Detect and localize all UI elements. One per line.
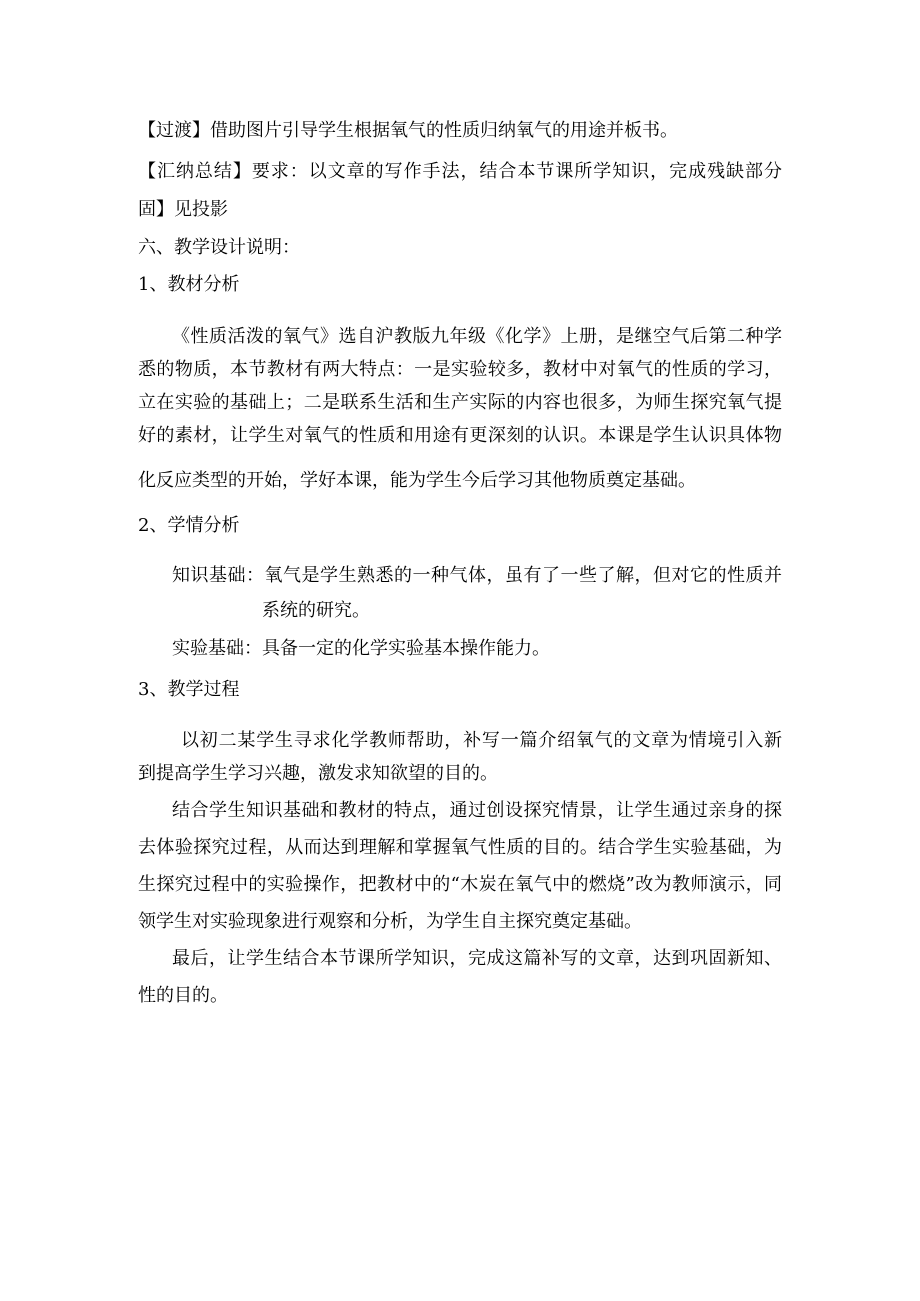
textbook-paragraph-line: 化反应类型的开始，学好本课，能为学生今后学习其他物质奠定基础。 — [138, 470, 696, 491]
process-paragraph-3-line: 最后，让学生结合本节课所学知识，完成这篇补写的文章，达到巩固新知、 — [172, 948, 782, 969]
process-paragraph-2-line: 结合学生知识基础和教材的特点，通过创设探究情景，让学生通过亲身的探 — [172, 800, 782, 821]
textbook-analysis-heading: 1、教材分析 — [138, 274, 240, 295]
knowledge-basis-line-2: 系统的研究。 — [262, 600, 370, 621]
process-paragraph-2-line: 领学生对实验现象进行观察和分析，为学生自主探究奠定基础。 — [138, 911, 642, 932]
transition-line: 【过渡】借助图片引导学生根据氧气的性质归纳氧气的用途并板书。 — [138, 120, 678, 141]
learner-analysis-heading: 2、学情分析 — [138, 515, 240, 536]
knowledge-basis-line-1: 知识基础：氧气是学生熟悉的一种气体，虽有了一些了解，但对它的性质并 — [172, 565, 782, 586]
process-paragraph-3-line: 性的目的。 — [138, 985, 228, 1006]
summary-line-2: 固】见投影 — [138, 199, 228, 220]
textbook-paragraph-line: 好的素材，让学生对氧气的性质和用途有更深刻的认识。本课是学生认识具体物 — [138, 425, 782, 446]
textbook-paragraph-line: 悉的物质，本节教材有两大特点：一是实验较多，教材中对氧气的性质的学习， — [138, 359, 782, 380]
teaching-process-heading: 3、教学过程 — [138, 679, 240, 700]
process-paragraph-1-line: 到提高学生学习兴趣，激发求知欲望的目的。 — [138, 763, 498, 784]
process-paragraph-1-line: 以初二某学生寻求化学教师帮助，补写一篇介绍氧气的文章为情境引入新 — [181, 730, 782, 751]
textbook-paragraph-line: 立在实验的基础上；二是联系生活和生产实际的内容也很多，为师生探究氧气提 — [138, 392, 782, 413]
process-paragraph-2-line: 去体验探究过程，从而达到理解和掌握氧气性质的目的。结合学生实验基础，为 — [138, 837, 782, 858]
section-heading: 六、教学设计说明： — [138, 237, 300, 258]
textbook-paragraph-line: 《性质活泼的氧气》选自沪教版九年级《化学》上册，是继空气后第二种学 — [172, 326, 782, 347]
experiment-basis-line: 实验基础：具备一定的化学实验基本操作能力。 — [172, 638, 550, 659]
process-paragraph-2-line: 生探究过程中的实验操作，把教材中的“木炭在氧气中的燃烧”改为教师演示，同 — [138, 874, 782, 895]
summary-line-1: 【汇纳总结】要求：以文章的写作手法，结合本节课所学知识，完成残缺部分 — [138, 161, 782, 182]
